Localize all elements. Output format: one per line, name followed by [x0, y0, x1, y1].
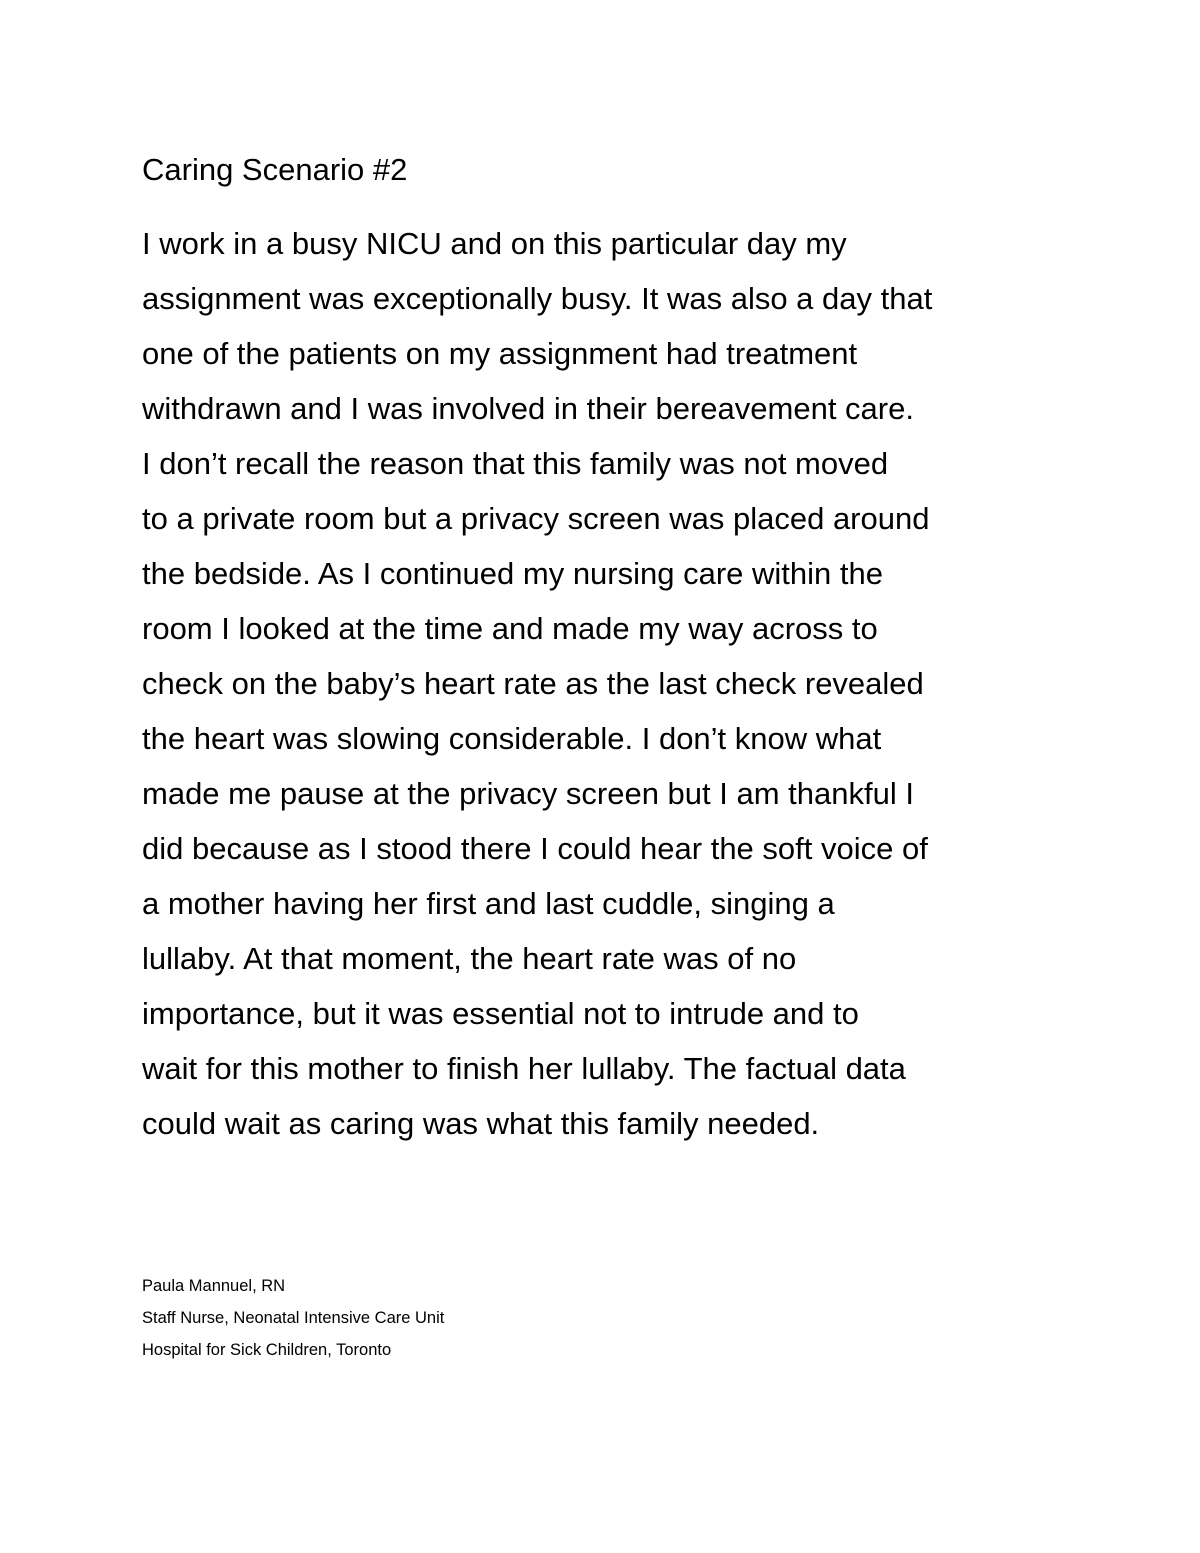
body-line: room I looked at the time and made my way across to [142, 611, 878, 646]
body-line: I don’t recall the reason that this family was not moved [142, 446, 889, 481]
scenario-body [142, 216, 1102, 1151]
body-line: the heart was slowing considerable. I don’t know what [142, 721, 882, 756]
signature-position: Staff Nurse, Neonatal Intensive Care Unit [142, 1309, 445, 1327]
body-line: check on the baby’s heart rate as the last check revealed [142, 666, 924, 701]
body-line: could wait as caring was what this family needed. [142, 1106, 820, 1141]
signature-block [142, 1270, 444, 1366]
body-line: a mother having her first and last cuddle, singing a [142, 886, 835, 921]
body-line: one of the patients on my assignment had treatment [142, 336, 858, 371]
signature-organization: Hospital for Sick Children, Toronto [142, 1341, 392, 1359]
body-line: withdrawn and I was involved in their bereavement care. [142, 391, 914, 426]
body-line: importance, but it was essential not to intrude and to [142, 996, 859, 1031]
body-line: assignment was exceptionally busy. It was also a day that [142, 281, 933, 316]
body-line: lullaby. At that moment, the heart rate was of no [142, 941, 797, 976]
body-line: made me pause at the privacy screen but I am thankful I [142, 776, 914, 811]
body-line: to a private room but a privacy screen was placed around [142, 501, 930, 536]
document-title: Caring Scenario #2 [142, 152, 408, 187]
body-line: the bedside. As I continued my nursing care within the [142, 556, 883, 591]
signature-name: Paula Mannuel, RN [142, 1277, 286, 1295]
body-line: I work in a busy NICU and on this particular day my [142, 226, 847, 261]
body-line: wait for this mother to finish her lullaby. The factual data [142, 1051, 906, 1086]
body-line: did because as I stood there I could hear the soft voice of [142, 831, 928, 866]
